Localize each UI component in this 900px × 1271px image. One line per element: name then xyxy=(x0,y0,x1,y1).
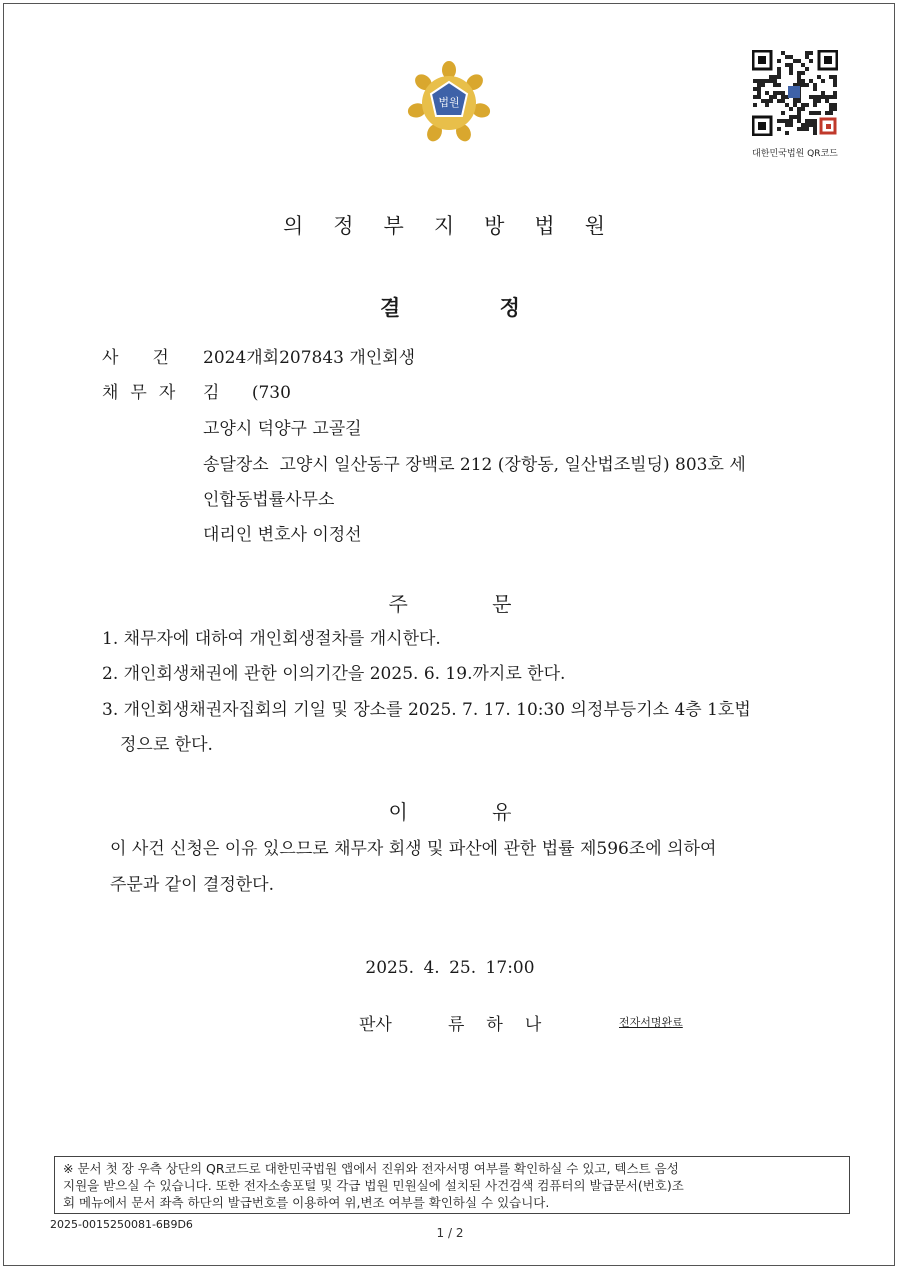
emblem-text: 법원 xyxy=(438,96,460,109)
debtor-address: 고양시 덕양구 고골길 xyxy=(203,419,362,439)
order-heading: 주 문 xyxy=(388,592,512,616)
notice-line-1: ※ 문서 첫 장 우측 상단의 QR코드로 대한민국법원 앱에서 진위와 전자서명 여부를 확인하실 수 있고, 텍스트 음성 xyxy=(63,1161,679,1176)
order-item-1: 1. 채무자에 대하여 개인회생절차를 개시한다. xyxy=(102,629,441,649)
decision-date: 2025. 4. 25. 17:00 xyxy=(365,958,535,978)
service-address-line2: 인합동법률사무소 xyxy=(203,490,335,510)
order-item-2: 2. 개인회생채권에 관한 이의기간을 2025. 6. 19.까지로 한다. xyxy=(102,664,566,684)
esign-note: 전자서명완료 xyxy=(619,1016,683,1029)
debtor-label: 채무자 xyxy=(102,383,188,403)
document-title: 결 정 xyxy=(380,296,520,320)
judge-label: 판사 xyxy=(359,1015,392,1035)
qr-caption: 대한민국법원 QR코드 xyxy=(752,149,838,159)
court-name: 의정부지방법원 xyxy=(282,214,635,238)
order-item-3-line2: 정으로 한다. xyxy=(120,735,213,755)
notice-line-2: 지원을 받으실 수 있습니다. 또한 전자소송포털 및 각급 법원 민원실에 설치된 사건검색 컴퓨터의 발급문서(번호)조 xyxy=(63,1178,684,1193)
case-number: 2024개회207843 개인회생 xyxy=(203,348,416,368)
issue-number: 2025-0015250081-6B9D6 xyxy=(50,1218,193,1231)
court-emblem-icon xyxy=(404,58,494,148)
page-number: 1 / 2 xyxy=(436,1226,464,1240)
qr-code-icon xyxy=(752,50,838,136)
reason-heading: 이 유 xyxy=(388,800,512,824)
debtor-name: 김 (730 xyxy=(203,383,291,403)
reason-line1: 이 사건 신청은 이유 있으므로 채무자 회생 및 파산에 관한 법률 제596조에 의하여 xyxy=(110,839,717,859)
service-address-line1: 송달장소 고양시 일산동구 장백로 212 (장항동, 일산법조빌딩) 803호 세 xyxy=(203,455,746,475)
authenticity-notice xyxy=(54,1156,850,1214)
order-item-3-line1: 3. 개인회생채권자집회의 기일 및 장소를 2025. 7. 17. 10:30 의정부등기소 4층 1호법 xyxy=(102,700,751,720)
reason-line2: 주문과 같이 결정한다. xyxy=(110,875,275,895)
notice-line-3: 회 메뉴에서 문서 좌측 하단의 발급번호를 이용하여 위,변조 여부를 확인하실 수 있습니다. xyxy=(63,1195,550,1210)
agent-attorney: 대리인 변호사 이정선 xyxy=(203,525,362,545)
case-label: 사건 xyxy=(102,348,203,368)
judge-name: 류하나 xyxy=(448,1015,564,1035)
